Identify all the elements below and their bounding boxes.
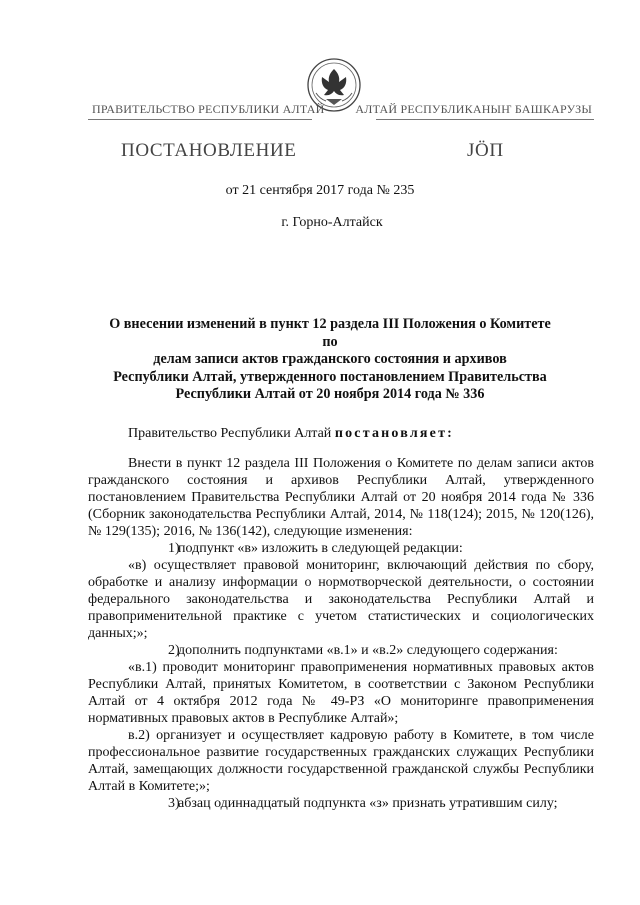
document-title	[100, 316, 560, 404]
letterhead-rule-right	[376, 119, 594, 120]
decree-verb: постановляет:	[334, 426, 455, 441]
list-item	[88, 540, 594, 557]
letterhead-left: ПРАВИТЕЛЬСТВО РЕСПУБЛИКИ АЛТАЙ	[92, 102, 325, 116]
decree-line	[128, 426, 454, 442]
letterhead-right: АЛТАЙ РЕСПУБЛИКАНЫҤ БАШКАРУЗЫ	[355, 102, 592, 116]
document-body	[88, 455, 594, 812]
document-date: от 21 сентября 2017 года № 235	[225, 183, 415, 198]
item-text: абзац одиннадцатый подпункта «з» признать утратившим силу;	[178, 796, 558, 811]
item-text: дополнить подпунктами «в.1» и «в.2» следующего содержания:	[178, 643, 558, 658]
paragraph: Внести в пункт 12 раздела III Положения о Комитете по делам записи актов гражданского состояния и архивов Республики Алтай, утвержденного постановлением Правительства Республики Алтай от 20 ноября 2014 года № 336 (Сборник законодательства Республики Алтай, 2014, № 118(124); 2015, № 120(126), № 129(135); 2016, № 136(142), следующие изменения:	[88, 456, 594, 539]
title-line: Республики Алтай, утвержденного постановлением Правительства	[113, 368, 547, 385]
doc-type-altai: ЈÖП	[467, 140, 504, 161]
list-item	[88, 642, 594, 659]
item-number: 3)	[168, 796, 180, 811]
document-city: г. Горно-Алтайск	[281, 215, 383, 230]
item-number: 1)	[168, 541, 180, 556]
title-line: Республики Алтай от 20 ноября 2014 года № 336	[175, 386, 485, 402]
paragraph: в.2) организует и осуществляет кадровую работу в Комитете, в том числе профессиональное развитие государственных гражданских служащих Республики Алтай, замещающих должности государственной гражданской службы Республики Алтай в Комитете;»;	[88, 728, 594, 794]
title-line: О внесении изменений в пункт 12 раздела III Положения о Комитете по	[109, 316, 551, 350]
item-text: подпункт «в» изложить в следующей редакции:	[178, 541, 463, 556]
decree-subject: Правительство Республики Алтай	[128, 426, 332, 441]
list-item	[88, 795, 594, 812]
paragraph: «в.1) проводит мониторинг правоприменения нормативных правовых актов Республики Алтай, принятых Комитетом, в соответствии с Законом Республики Алтай от 4 октября 2012 года № 49-РЗ «О мониторинге правоприменения нормативных правовых актов в Республике Алтай»;	[88, 660, 594, 726]
letterhead-rule-left	[88, 119, 312, 120]
letterhead	[88, 100, 594, 122]
paragraph: «в) осуществляет правовой мониторинг, включающий действия по сбору, обработке и анализу информации о нормотворческой деятельности, о состоянии федерального законодательства и законодательства Республики Алтай и правоприменительной практике с учетом статистических и социологических данных;»;	[88, 558, 594, 641]
doc-type-russian: ПОСТАНОВЛЕНИЕ	[121, 140, 297, 161]
title-line: делам записи актов гражданского состояния и архивов	[153, 351, 507, 367]
item-number: 2)	[168, 643, 180, 658]
